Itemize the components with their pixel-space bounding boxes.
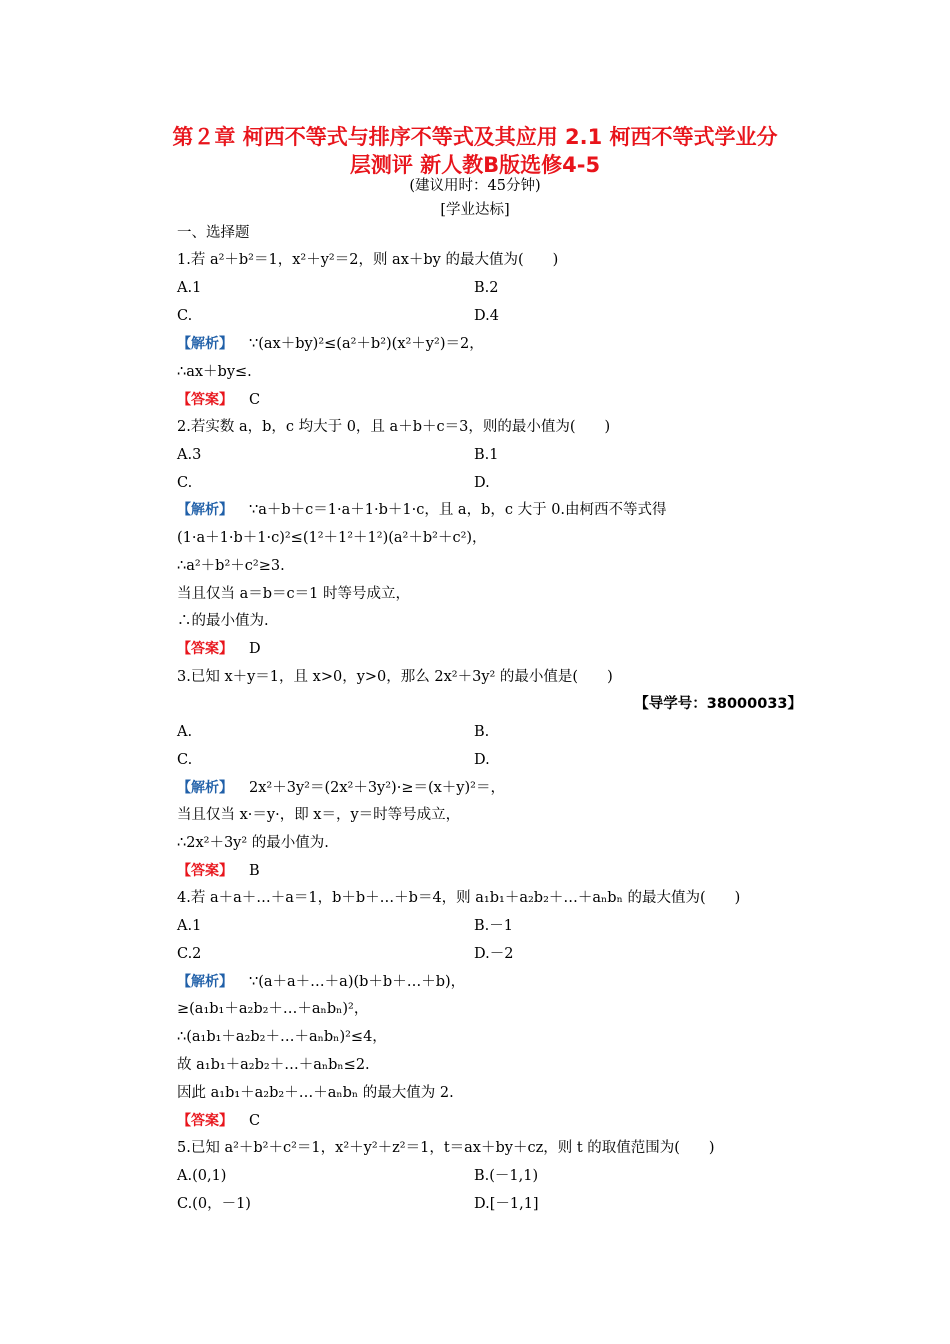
question-2-analysis-line-3: ∴a²＋b²＋c²≥3. [177, 558, 285, 574]
question-3-option-c: C. [177, 752, 193, 768]
question-3-stem: 3.已知 x＋y＝1，且 x>0，y>0，那么 2x²＋3y² 的最小值是( ) [177, 669, 613, 685]
analysis-tag: 【解析】 [177, 974, 233, 990]
question-2-analysis-line-5: ∴的最小值为. [177, 613, 269, 629]
question-4-option-b: B.－1 [474, 918, 513, 934]
question-5-stem: 5.已知 a²＋b²＋c²＝1，x²＋y²＋z²＝1，t＝ax＋by＋cz，则 t 的取值范围为( ) [177, 1140, 715, 1156]
question-3-option-d: D. [474, 752, 490, 768]
question-1-option-b: B.2 [474, 280, 499, 296]
document-title-line-1: 第２章 柯西不等式与排序不等式及其应用 2.1 柯西不等式学业分 [172, 125, 778, 149]
question-4-option-d: D.－2 [474, 946, 514, 962]
question-1-analysis-line-2: ∴ax＋by≤. [177, 364, 252, 380]
answer-value: C [249, 1113, 261, 1129]
question-2-stem: 2.若实数 a，b，c 均大于 0，且 a＋b＋c＝3，则的最小值为( ) [177, 419, 611, 435]
analysis-text: ∵a＋b＋c＝1·a＋1·b＋1·c，且 a，b，c 大于 0.由柯西不等式得 [249, 502, 667, 518]
part-heading: 一、选择题 [177, 225, 250, 241]
question-4-analysis-line-5: 因此 a₁b₁＋a₂b₂＋…＋aₙbₙ 的最大值为 2. [177, 1085, 454, 1101]
question-2-analysis-line-4: 当且仅当 a＝b＝c＝1 时等号成立， [177, 586, 410, 602]
answer-tag: 【答案】 [177, 392, 233, 408]
answer-value: D [249, 641, 261, 657]
question-3-analysis-line-3: ∴2x²＋3y² 的最小值为. [177, 835, 329, 851]
document-title-line-2: 层测评 新人教B版选修4-5 [349, 153, 601, 177]
question-5-option-d: D.[－1,1] [474, 1196, 539, 1212]
question-4-option-c: C.2 [177, 946, 202, 962]
analysis-text: ∵(ax＋by)²≤(a²＋b²)(x²＋y²)＝2， [249, 336, 484, 352]
question-1-option-a: A.1 [177, 280, 202, 296]
question-4-analysis-line-3: ∴(a₁b₁＋a₂b₂＋…＋aₙbₙ)²≤4， [177, 1029, 387, 1045]
answer-tag: 【答案】 [177, 1113, 233, 1129]
question-2-analysis [177, 499, 667, 521]
time-note: (建议用时：45分钟) [409, 178, 541, 194]
question-4-answer [177, 1110, 260, 1132]
question-3-option-a: A. [177, 724, 193, 740]
question-3-option-b: B. [474, 724, 490, 740]
analysis-tag: 【解析】 [177, 780, 233, 796]
answer-value: C [249, 392, 261, 408]
question-1-option-d: D.4 [474, 308, 499, 324]
question-2-option-a: A.3 [177, 447, 202, 463]
answer-tag: 【答案】 [177, 863, 233, 879]
analysis-tag: 【解析】 [177, 336, 233, 352]
question-2-answer [177, 638, 261, 660]
question-2-option-d: D. [474, 475, 490, 491]
question-5-option-c: C.(0，－1) [177, 1196, 251, 1212]
question-2-analysis-line-2: (1·a＋1·b＋1·c)²≤(1²＋1²＋1²)(a²＋b²＋c²)， [177, 530, 487, 546]
section-label: [学业达标] [440, 202, 510, 218]
question-2-option-b: B.1 [474, 447, 499, 463]
answer-value: B [249, 863, 260, 879]
question-4-analysis-line-4: 故 a₁b₁＋a₂b₂＋…＋aₙbₙ≤2. [177, 1057, 370, 1073]
question-3-analysis-line-2: 当且仅当 x·＝y·，即 x＝，y＝时等号成立， [177, 807, 461, 823]
analysis-text: 2x²＋3y²＝(2x²＋3y²)·≥＝(x＋y)²＝， [249, 780, 505, 796]
answer-tag: 【答案】 [177, 641, 233, 657]
question-3-reference-number: 【导学号：38000033】 [634, 696, 802, 712]
question-4-option-a: A.1 [177, 918, 202, 934]
question-4-analysis-line-2: ≥(a₁b₁＋a₂b₂＋…＋aₙbₙ)²， [177, 1001, 369, 1017]
question-4-analysis [177, 971, 465, 993]
question-1-stem: 1.若 a²＋b²＝1，x²＋y²＝2，则 ax＋by 的最大值为( ) [177, 252, 559, 268]
question-2-option-c: C. [177, 475, 193, 491]
question-4-stem: 4.若 a＋a＋…＋a＝1，b＋b＋…＋b＝4，则 a₁b₁＋a₂b₂＋…＋aₙbₙ 的最大值为( ) [177, 890, 741, 906]
question-1-answer [177, 389, 260, 411]
question-5-option-a: A.(0,1) [177, 1168, 227, 1184]
question-3-answer [177, 860, 260, 882]
question-1-analysis [177, 333, 484, 355]
analysis-text: ∵(a＋a＋…＋a)(b＋b＋…＋b)， [249, 974, 466, 990]
question-5-option-b: B.(－1,1) [474, 1168, 539, 1184]
question-3-analysis [177, 777, 505, 799]
analysis-tag: 【解析】 [177, 502, 233, 518]
question-1-option-c: C. [177, 308, 193, 324]
